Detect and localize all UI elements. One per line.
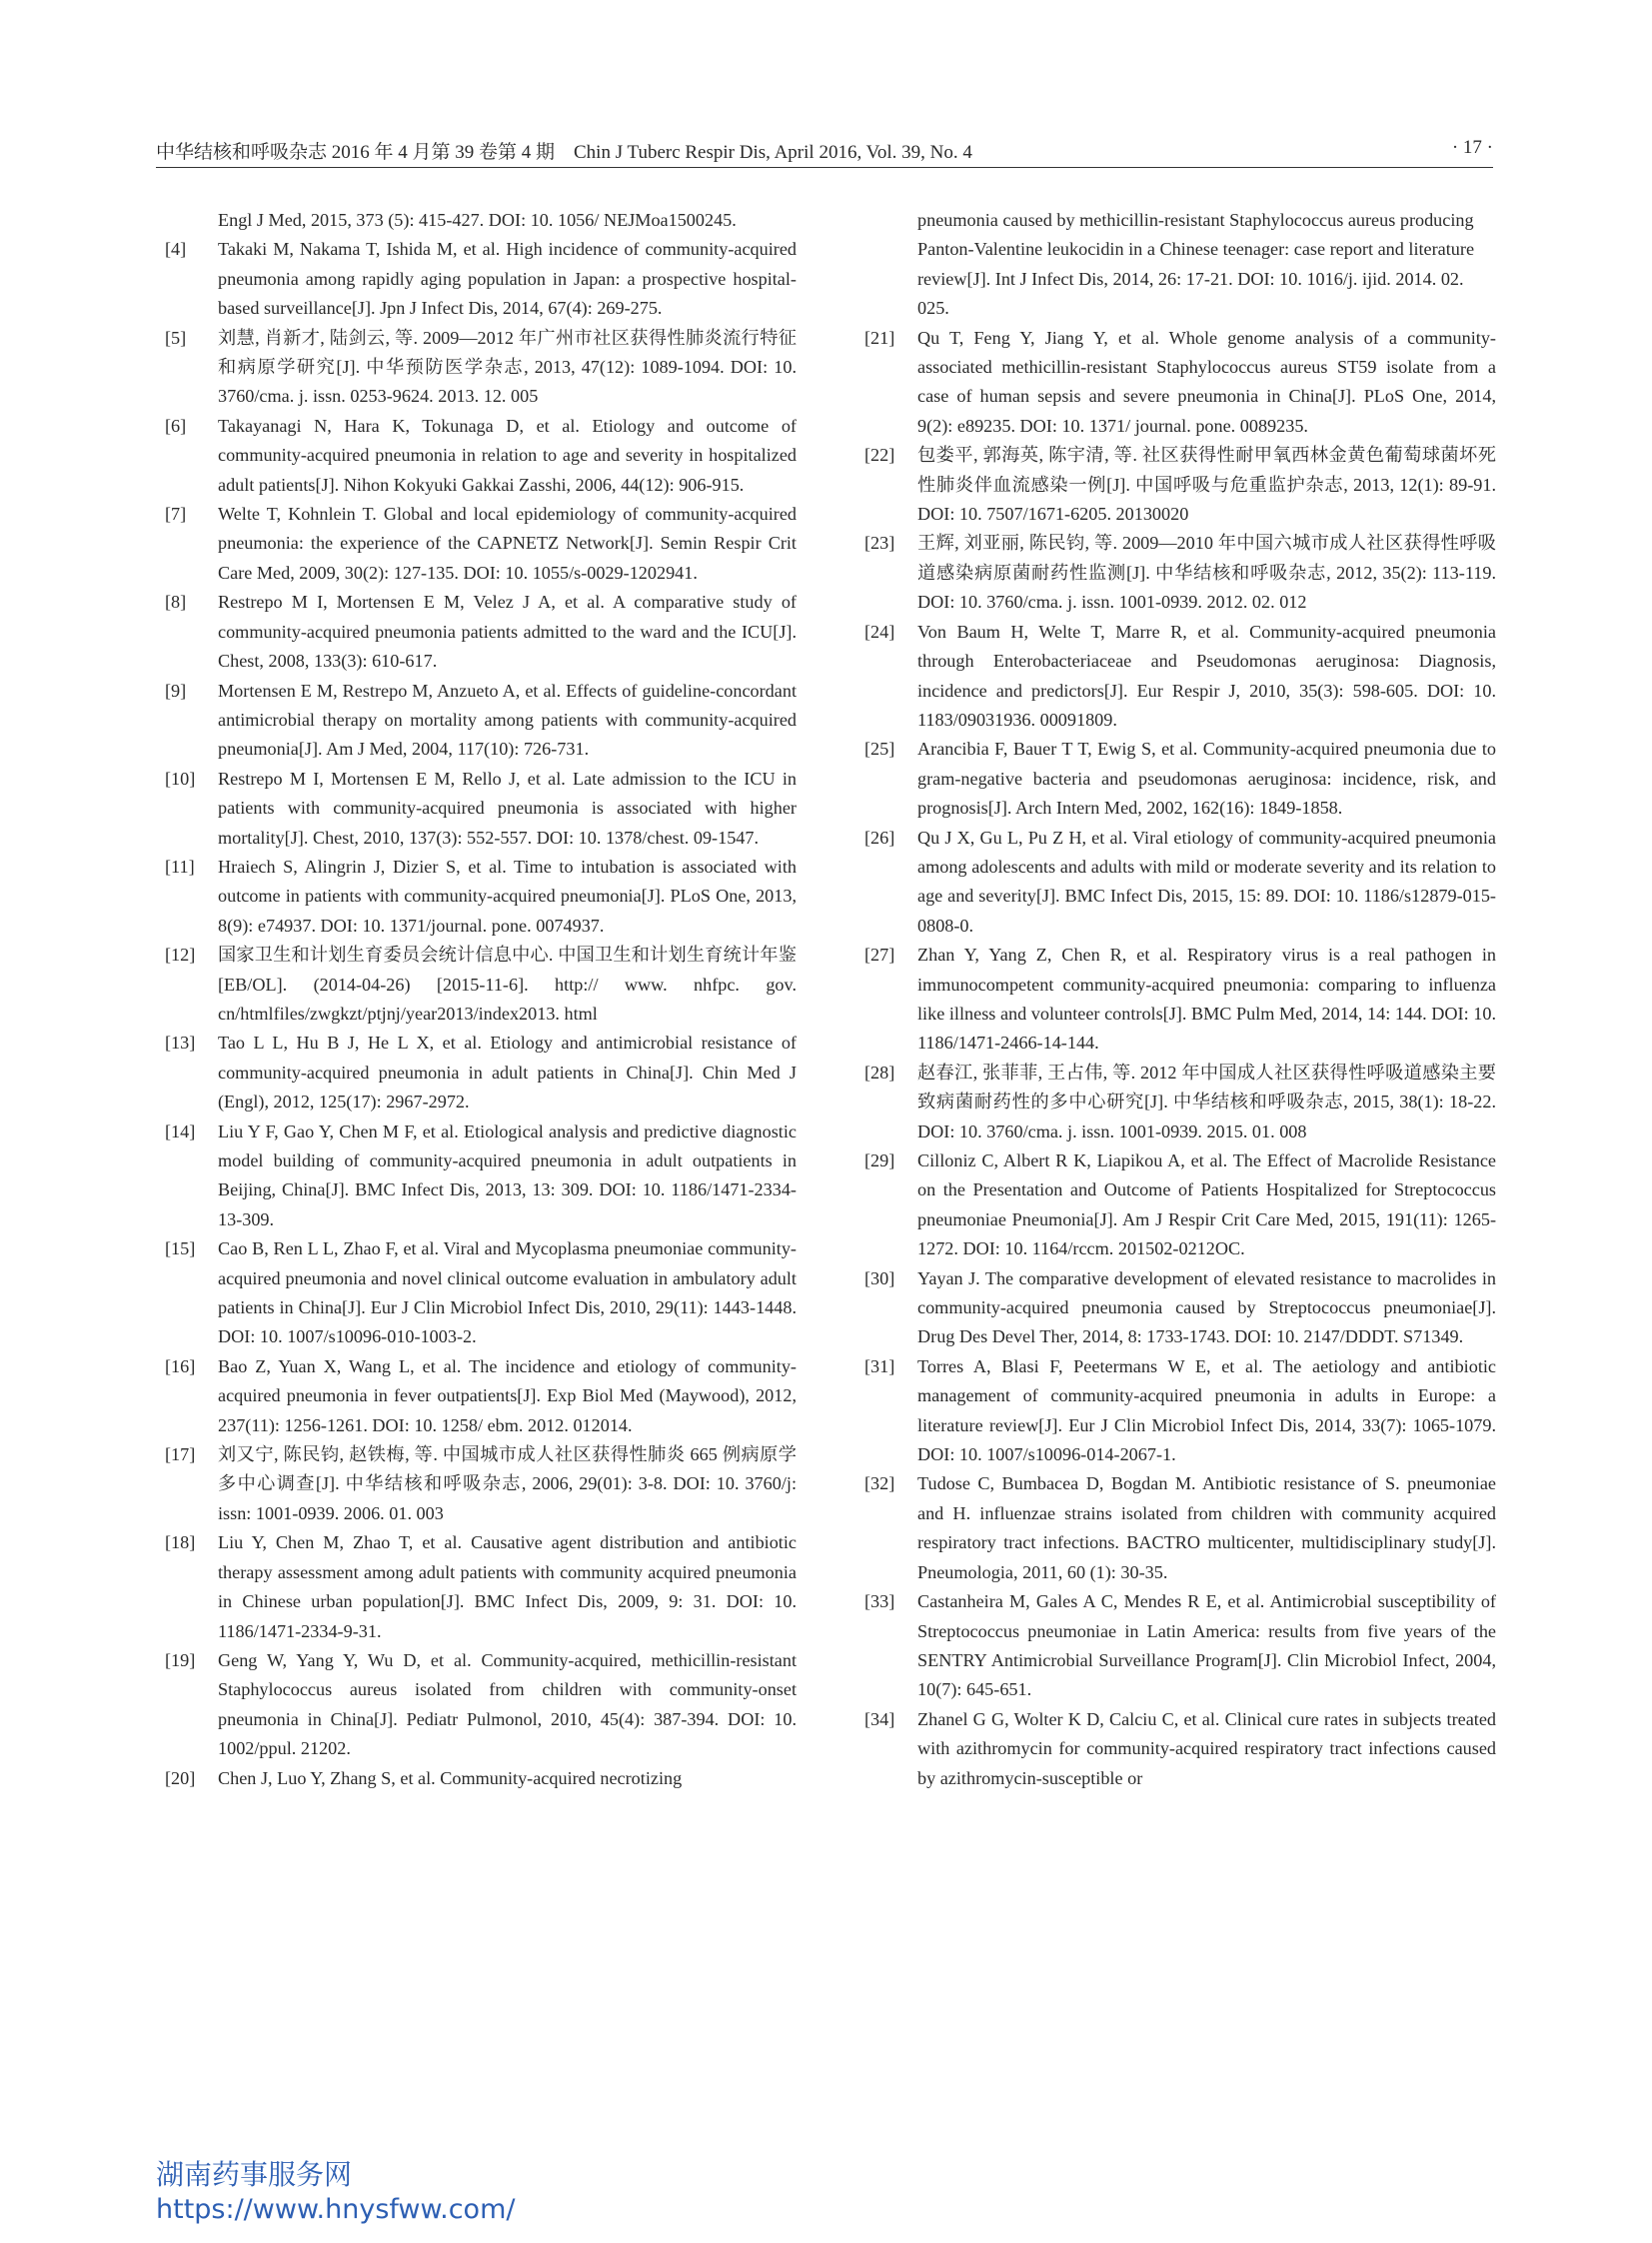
reference-item xyxy=(864,1352,1496,1470)
reference-number: [17] xyxy=(165,1444,196,1465)
reference-text: Takayanagi N, Hara K, Tokunaga D, et al. Etiology and outcome of community-acquired pneumonia in relation to age and severity in hospitalized adult patients[J]. Nihon Kokyuki Gakkai Zasshi, 2006, 44(12): 906-915. xyxy=(218,415,797,495)
journal-info: 中华结核和呼吸杂志 2016 年 4 月第 39 卷第 4 期 Chin J Tuberc Respir Dis, April 2016, Vol. 39, No. 4 xyxy=(156,142,972,163)
reference-text: Qu J X, Gu L, Pu Z H, et al. Viral etiology of community-acquired pneumonia among adolescents and adults with mild or moderate severity and its relation to age and severity[J]. BMC Infect Dis, 2015, 15: 89. DOI: 10. 1186/s12879-015-0808-0. xyxy=(917,827,1496,936)
reference-text: Qu T, Feng Y, Jiang Y, et al. Whole genome analysis of a community-associated methicillin-resistant Staphylococcus aureus ST59 isolate from a case of human sepsis and severe pneumonia in China[J]. PLoS One, 2014, 9(2): e89235. DOI: 10. 1371/ journal. pone. 0089235. xyxy=(917,327,1496,436)
reference-text: Cao B, Ren L L, Zhao F, et al. Viral and Mycoplasma pneumoniae community-acquired pneumonia and novel clinical outcome evaluation in ambulatory adult patients in China[J]. Eur J Clin Microbiol Infect Dis, 2010, 29(11): 1443-1448. DOI: 10. 1007/s10096-010-1003-2. xyxy=(218,1238,797,1347)
reference-text: Liu Y, Chen M, Zhao T, et al. Causative agent distribution and antibiotic therapy assessment among adult patients with community acquired pneumonia in Chinese urban population[J]. BMC Infect Dis, 2009, 9: 31. DOI: 10. 1186/1471-2334-9-31. xyxy=(218,1532,797,1641)
reference-number: [32] xyxy=(864,1473,895,1494)
reference-item xyxy=(165,1646,797,1764)
reference-item xyxy=(864,324,1496,442)
reference-number: [15] xyxy=(165,1238,196,1259)
reference-continuation: pneumonia caused by methicillin-resistant Staphylococcus aureus producing Panton-Valentine leukocidin in a Chinese teenager: case report and literature review[J]. Int J Infect Dis, 2014, 26: 17-21. DOI: 10. 1016/j. ijid. 2014. 02. 025. xyxy=(917,210,1475,319)
reference-number: [29] xyxy=(864,1150,895,1170)
reference-item xyxy=(165,1764,797,1793)
reference-item xyxy=(864,941,1496,1059)
reference-item xyxy=(864,441,1496,529)
reference-number: [16] xyxy=(165,1355,196,1376)
reference-item xyxy=(864,1469,1496,1587)
reference-item xyxy=(864,529,1496,617)
reference-item xyxy=(165,1352,797,1440)
reference-number: [9] xyxy=(165,680,187,701)
reference-number: [26] xyxy=(864,827,895,848)
reference-item xyxy=(165,324,797,412)
reference-number: [28] xyxy=(864,1062,895,1083)
reference-text: Zhan Y, Yang Z, Chen R, et al. Respiratory virus is a real pathogen in immunocompetent community-acquired pneumonia: comparing to influenza like illness and volunteer controls[J]. BMC Pulm Med, 2014, 14: 144. DOI: 10. 1186/1471-2466-14-144. xyxy=(917,945,1496,1054)
reference-item xyxy=(165,1528,797,1646)
reference-item xyxy=(165,941,797,1029)
running-header xyxy=(156,133,1493,168)
reference-item xyxy=(165,235,797,323)
reference-text: Von Baum H, Welte T, Marre R, et al. Community-acquired pneumonia through Enterobacteriaceae and Pseudomonas aeruginosa: Diagnosis, incidence and predictors[J]. Eur Respir J, 2010, 35(3): 598-605. DOI: 10. 1183/09031936. 00091809. xyxy=(917,621,1496,730)
reference-text: 包娄平, 郭海英, 陈宇清, 等. 社区获得性耐甲氧西林金黄色葡萄球菌坏死性肺炎伴血流感染一例[J]. 中国呼吸与危重监护杂志, 2013, 12(1): 89-91. DOI: 10. 7507/1671-6205. 20130020 xyxy=(917,445,1496,525)
reference-item xyxy=(864,735,1496,823)
reference-number: [6] xyxy=(165,415,187,436)
watermark xyxy=(156,2157,515,2227)
reference-number: [10] xyxy=(165,768,196,789)
reference-text: Tao L L, Hu B J, He L X, et al. Etiology and antimicrobial resistance of community-acquired pneumonia in adult patients in China[J]. Chin Med J (Engl), 2012, 125(17): 2967-2972. xyxy=(218,1033,797,1113)
reference-item xyxy=(165,1440,797,1528)
reference-text: Geng W, Yang Y, Wu D, et al. Community-acquired, methicillin-resistant Staphylococcus aureus isolated from children with community-onset pneumonia in China[J]. Pediatr Pulmonol, 2010, 45(4): 387-394. DOI: 10. 1002/ppul. 21202. xyxy=(218,1649,797,1759)
left-reference-column xyxy=(165,206,797,1793)
reference-text: Arancibia F, Bauer T T, Ewig S, et al. Community-acquired pneumonia due to gram-negative bacteria and pseudomonas aeruginosa: incidence, risk, and prognosis[J]. Arch Intern Med, 2002, 162(16): 1849-1858. xyxy=(917,739,1496,819)
reference-number: [24] xyxy=(864,621,895,642)
reference-number: [25] xyxy=(864,739,895,760)
reference-continuation: Engl J Med, 2015, 373 (5): 415-427. DOI: 10. 1056/ NEJMoa1500245. xyxy=(218,210,737,230)
reference-number: [23] xyxy=(864,533,895,554)
page-number: · 17 · xyxy=(1451,137,1493,158)
reference-item xyxy=(165,677,797,765)
reference-item xyxy=(165,765,797,853)
reference-text: Tudose C, Bumbacea D, Bogdan M. Antibiotic resistance of S. pneumoniae and H. influenzae strains isolated from children with community acquired respiratory tract infections. BACTRO multicenter, multidisciplinary study[J]. Pneumologia, 2011, 60 (1): 30-35. xyxy=(917,1473,1496,1582)
reference-item xyxy=(165,500,797,588)
reference-number: [4] xyxy=(165,239,187,260)
reference-number: [8] xyxy=(165,592,187,613)
reference-item xyxy=(864,1705,1496,1793)
reference-item xyxy=(165,853,797,941)
reference-text: Chen J, Luo Y, Zhang S, et al. Community-acquired necrotizing xyxy=(218,1767,683,1788)
reference-number: [33] xyxy=(864,1591,895,1612)
reference-text: 王辉, 刘亚丽, 陈民钧, 等. 2009—2010 年中国六城市成人社区获得性呼吸道感染病原菌耐药性监测[J]. 中华结核和呼吸杂志, 2012, 35(2): 113-119. DOI: 10. 3760/cma. j. issn. 1001-0939. 2012. 02. 012 xyxy=(917,533,1496,613)
reference-number: [20] xyxy=(165,1767,196,1788)
reference-text: Cilloniz C, Albert R K, Liapikou A, et al. The Effect of Macrolide Resistance on the Presentation and Outcome of Patients Hospitalized for Streptococcus pneumoniae Pneumonia[J]. Am J Respir Crit Care Med, 2015, 191(11): 1265-1272. DOI: 10. 1164/rccm. 201502-0212OC. xyxy=(917,1150,1496,1259)
reference-text: Bao Z, Yuan X, Wang L, et al. The incidence and etiology of community-acquired pneumonia in fever outpatients[J]. Exp Biol Med (Maywood), 2012, 237(11): 1256-1261. DOI: 10. 1258/ ebm. 2012. 012014. xyxy=(218,1355,797,1435)
reference-item xyxy=(864,1146,1496,1264)
reference-number: [30] xyxy=(864,1267,895,1288)
reference-text: Restrepo M I, Mortensen E M, Velez J A, et al. A comparative study of community-acquired pneumonia patients admitted to the ward and the ICU[J]. Chest, 2008, 133(3): 610-617. xyxy=(218,592,797,672)
reference-number: [34] xyxy=(864,1708,895,1729)
reference-number: [5] xyxy=(165,327,187,348)
reference-item xyxy=(165,1029,797,1117)
reference-number: [7] xyxy=(165,504,187,525)
reference-item xyxy=(864,618,1496,736)
reference-number: [31] xyxy=(864,1355,895,1376)
reference-item xyxy=(864,824,1496,942)
reference-number: [13] xyxy=(165,1033,196,1054)
watermark-url[interactable]: https://www.hnysfww.com/ xyxy=(156,2194,516,2225)
reference-text: 刘又宁, 陈民钧, 赵铁梅, 等. 中国城市成人社区获得性肺炎 665 例病原学多中心调查[J]. 中华结核和呼吸杂志, 2006, 29(01): 3-8. DOI: 10. 3760/j: issn: 1001-0939. 2006. 01. 003 xyxy=(218,1444,797,1523)
reference-item xyxy=(165,1118,797,1235)
reference-item xyxy=(165,1234,797,1352)
reference-item xyxy=(165,588,797,676)
right-reference-column xyxy=(864,206,1496,1793)
reference-text: Welte T, Kohnlein T. Global and local epidemiology of community-acquired pneumonia: the experience of the CAPNETZ Network[J]. Semin Respir Crit Care Med, 2009, 30(2): 127-135. DOI: 10. 1055/s-0029-1202941. xyxy=(218,504,797,583)
reference-item xyxy=(864,1059,1496,1146)
reference-number: [22] xyxy=(864,445,895,466)
reference-item xyxy=(864,1587,1496,1705)
reference-number: [11] xyxy=(165,856,195,877)
reference-text: Zhanel G G, Wolter K D, Calciu C, et al. Clinical cure rates in subjects treated with azithromycin for community-acquired respiratory tract infections caused by azithromycin-susceptible or xyxy=(917,1708,1496,1788)
reference-text: 国家卫生和计划生育委员会统计信息中心. 中国卫生和计划生育统计年鉴[EB/OL]. (2014-04-26) [2015-11-6]. http:// www. nhfpc. gov. cn/htmlfiles/zwgkzt/ptjnj/year2013/index2013. html xyxy=(218,945,797,1024)
reference-text: Torres A, Blasi F, Peetermans W E, et al. The aetiology and antibiotic management of community-acquired pneumonia in adults in Europe: a literature review[J]. Eur J Clin Microbiol Infect Dis, 2014, 33(7): 1065-1079. DOI: 10. 1007/s10096-014-2067-1. xyxy=(917,1355,1496,1465)
reference-item xyxy=(864,1264,1496,1352)
reference-text: 刘慧, 肖新才, 陆剑云, 等. 2009—2012 年广州市社区获得性肺炎流行特征和病原学研究[J]. 中华预防医学杂志, 2013, 47(12): 1089-1094. DOI: 10. 3760/cma. j. issn. 0253-9624. 2013. 12. 005 xyxy=(218,327,797,407)
reference-number: [12] xyxy=(165,945,196,966)
reference-text: Mortensen E M, Restrepo M, Anzueto A, et al. Effects of guideline-concordant antimicrobial therapy on mortality among patients with community-acquired pneumonia[J]. Am J Med, 2004, 117(10): 726-731. xyxy=(218,680,797,760)
reference-number: [27] xyxy=(864,945,895,966)
watermark-site-name: 湖南药事服务网 xyxy=(156,2158,353,2191)
reference-text: Liu Y F, Gao Y, Chen M F, et al. Etiological analysis and predictive diagnostic model building of community-acquired pneumonia in adult outpatients in Beijing, China[J]. BMC Infect Dis, 2013, 13: 309. DOI: 10. 1186/1471-2334-13-309. xyxy=(218,1121,797,1229)
reference-number: [14] xyxy=(165,1121,196,1141)
reference-number: [19] xyxy=(165,1649,196,1670)
reference-text: Takaki M, Nakama T, Ishida M, et al. High incidence of community-acquired pneumonia among rapidly aging population in Japan: a prospective hospital-based surveillance[J]. Jpn J Infect Dis, 2014, 67(4): 269-275. xyxy=(218,239,797,319)
reference-text: Restrepo M I, Mortensen E M, Rello J, et al. Late admission to the ICU in patients with community-acquired pneumonia is associated with higher mortality[J]. Chest, 2010, 137(3): 552-557. DOI: 10. 1378/chest. 09-1547. xyxy=(218,768,797,848)
reference-text: Hraiech S, Alingrin J, Dizier S, et al. Time to intubation is associated with outcome in patients with community-acquired pneumonia[J]. PLoS One, 2013, 8(9): e74937. DOI: 10. 1371/journal. pone. 0074937. xyxy=(218,856,797,936)
reference-text: 赵春江, 张菲菲, 王占伟, 等. 2012 年中国成人社区获得性呼吸道感染主要致病菌耐药性的多中心研究[J]. 中华结核和呼吸杂志, 2015, 38(1): 18-22. DOI: 10. 3760/cma. j. issn. 1001-0939. 2015. 01. 008 xyxy=(917,1062,1496,1141)
reference-text: Yayan J. The comparative development of elevated resistance to macrolides in community-acquired pneumonia caused by Streptococcus pneumoniae[J]. Drug Des Devel Ther, 2014, 8: 1733-1743. DOI: 10. 2147/DDDT. S71349. xyxy=(917,1267,1496,1347)
reference-number: [21] xyxy=(864,327,895,348)
reference-item xyxy=(165,412,797,500)
reference-number: [18] xyxy=(165,1532,196,1553)
reference-text: Castanheira M, Gales A C, Mendes R E, et al. Antimicrobial susceptibility of Streptococcus pneumoniae in Latin America: results from five years of the SENTRY Antimicrobial Surveillance Program[J]. Clin Microbiol Infect, 2004, 10(7): 645-651. xyxy=(917,1591,1496,1700)
